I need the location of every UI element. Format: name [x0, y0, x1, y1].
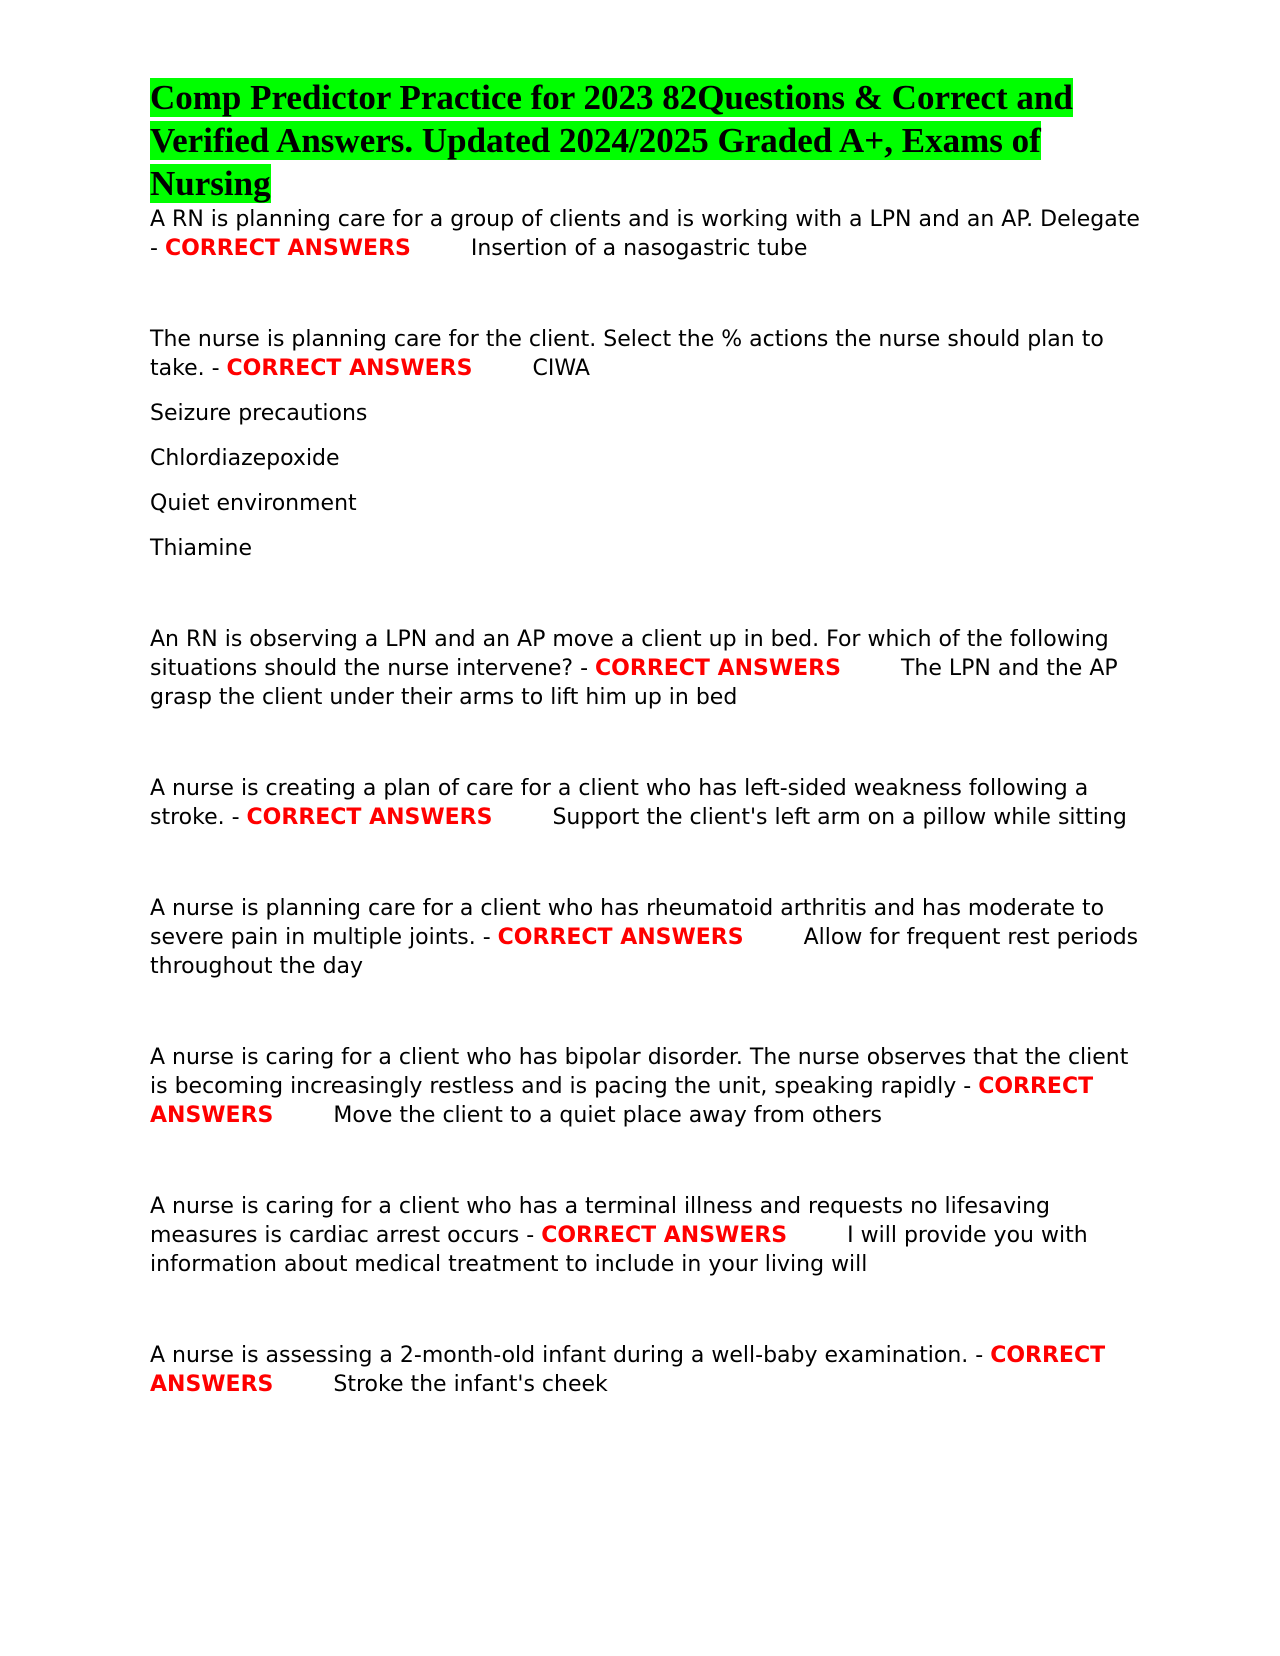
qa-item	[150, 1192, 1140, 1279]
question: A RN is planning care for a group of clients and is working with a LPN and an AP. Delegate -	[150, 207, 1140, 261]
answer: Support the client's left arm on a pillow while sitting	[552, 805, 1127, 830]
correct-answers-label: CORRECT ANSWERS	[150, 1074, 1094, 1128]
question: A nurse is caring for a client who has a terminal illness and requests no lifesaving measures is cardiac arrest occurs -	[150, 1194, 1051, 1248]
qa-list	[150, 205, 1140, 1399]
answer-option: Seizure precautions	[150, 401, 368, 426]
document-page	[150, 76, 1140, 1399]
question: An RN is observing a LPN and an AP move a client up in bed. For which of the following situations should the nurse intervene? -	[150, 627, 1109, 681]
answer: CIWA	[532, 356, 590, 381]
question-text	[150, 625, 1140, 712]
qa-item	[150, 1341, 1140, 1399]
correct-answers-label: CORRECT ANSWERS	[164, 236, 411, 261]
question: A nurse is creating a plan of care for a client who has left-sided weakness following a stroke. -	[150, 776, 1089, 830]
question-text	[150, 325, 1140, 383]
qa-item	[150, 625, 1140, 712]
answer-option: Thiamine	[150, 536, 252, 561]
answer: Allow for frequent rest periods throughout the day	[150, 925, 1139, 979]
qa-item	[150, 894, 1140, 981]
qa-item	[150, 774, 1140, 832]
document-title	[150, 76, 1140, 205]
question: A nurse is caring for a client who has bipolar disorder. The nurse observes that the client is becoming increasingly restless and is pacing the unit, speaking rapidly -	[150, 1045, 1129, 1099]
question-text	[150, 205, 1140, 263]
qa-item	[150, 205, 1140, 263]
correct-answers-label: CORRECT ANSWERS	[246, 805, 493, 830]
answer: Move the client to a quiet place away from others	[333, 1103, 883, 1128]
question: A nurse is planning care for a client who has rheumatoid arthritis and has moderate to severe pain in multiple joints. -	[150, 896, 1105, 950]
answer-option: Chlordiazepoxide	[150, 446, 340, 471]
correct-answers-label: CORRECT ANSWERS	[497, 925, 744, 950]
question-text	[150, 1341, 1140, 1399]
correct-answers-label: CORRECT ANSWERS	[150, 1343, 1106, 1397]
qa-item	[150, 325, 1140, 563]
question: A nurse is assessing a 2-month-old infant during a well-baby examination. -	[150, 1343, 991, 1368]
answer-option: Quiet environment	[150, 491, 357, 516]
correct-answers-label: CORRECT ANSWERS	[541, 1223, 788, 1248]
correct-answers-label: CORRECT ANSWERS	[226, 356, 473, 381]
question-text	[150, 774, 1140, 832]
answer: Insertion of a nasogastric tube	[470, 236, 808, 261]
question: The nurse is planning care for the client. Select the % actions the nurse should plan to take. -	[150, 327, 1104, 381]
qa-item	[150, 1043, 1140, 1130]
question-text	[150, 1043, 1140, 1130]
title-highlight: Comp Predictor Practice for 2023 82Questions & Correct and Verified Answers. Updated 2024/2025 Graded A+, Exams of Nursing	[150, 78, 1073, 203]
answer: The LPN and the AP grasp the client under their arms to lift him up in bed	[150, 656, 1118, 710]
question-text	[150, 1192, 1140, 1279]
question-text	[150, 894, 1140, 981]
answer: I will provide you with information about medical treatment to include in your living will	[150, 1223, 1088, 1277]
correct-answers-label: CORRECT ANSWERS	[595, 656, 841, 681]
answer: Stroke the infant's cheek	[333, 1372, 608, 1397]
